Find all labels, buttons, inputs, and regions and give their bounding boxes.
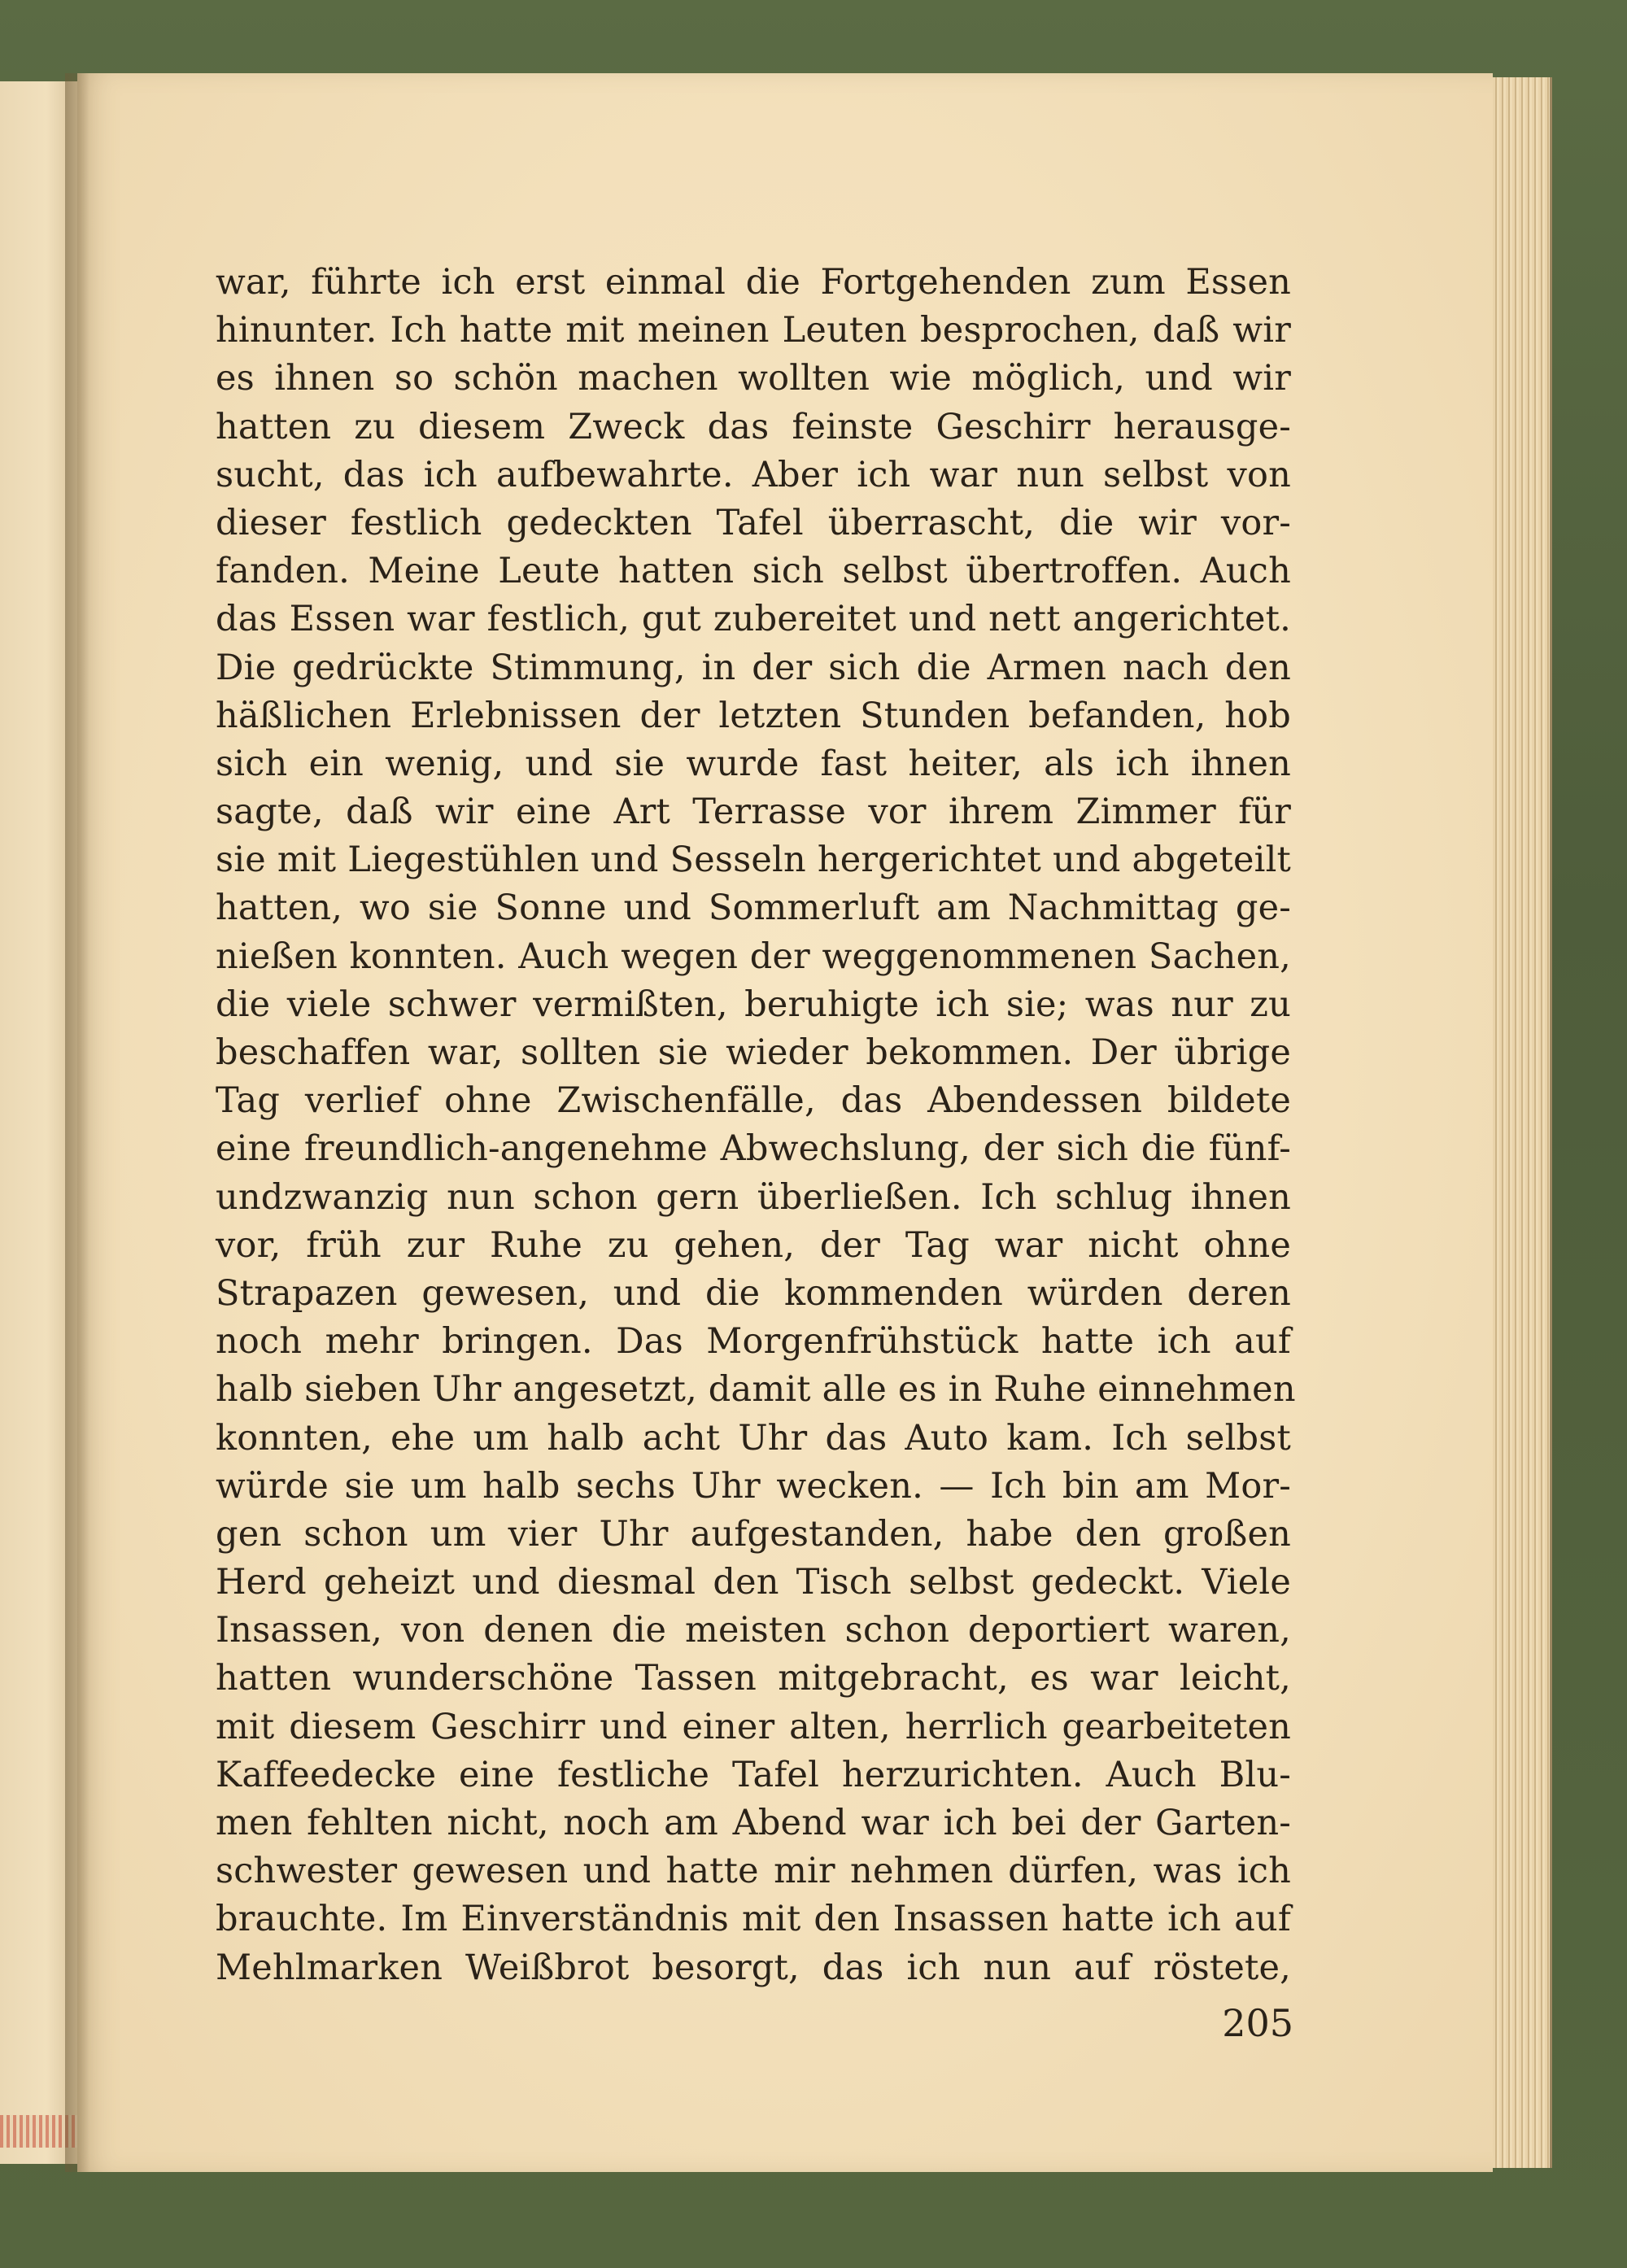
text-line: Herd geheizt und diesmal den Tisch selbst gedeckt. Viele: [216, 1562, 1291, 1603]
text-line: undzwanzig nun schon gern überließen. Ich schlug ihnen: [216, 1176, 1291, 1218]
text-line: nießen konnten. Auch wegen der weggenommenen Sachen,: [216, 936, 1291, 977]
text-line: gen schon um vier Uhr aufgestanden, habe den großen: [216, 1513, 1291, 1555]
text-line: Mehlmarken Weißbrot besorgt, das ich nun auf röstete,: [216, 1947, 1291, 1988]
text-line: Die gedrückte Stimmung, in der sich die Armen nach den: [216, 647, 1291, 688]
text-line: sie mit Liegestühlen und Sesseln hergerichtet und abgeteilt: [216, 840, 1291, 881]
text-line: mit diesem Geschirr und einer alten, herrlich gearbeiteten: [216, 1706, 1291, 1747]
text-line: Tag verlief ohne Zwischenfälle, das Abendessen bildete: [216, 1080, 1291, 1122]
text-line: hatten wunderschöne Tassen mitgebracht, es war leicht,: [216, 1658, 1291, 1699]
text-line: noch mehr bringen. Das Morgenfrühstück hatte ich auf: [216, 1321, 1291, 1363]
text-line: sich ein wenig, und sie wurde fast heiter, als ich ihnen: [216, 743, 1291, 784]
text-line: Kaffeedecke eine festliche Tafel herzurichten. Auch Blu-: [216, 1754, 1291, 1795]
body-text: [216, 259, 1296, 1992]
text-line: Insassen, von denen die meisten schon deportiert waren,: [216, 1610, 1291, 1651]
text-line: hatten zu diesem Zweck das feinste Geschirr herausge-: [216, 406, 1291, 447]
text-line: es ihnen so schön machen wollten wie möglich, und wir: [216, 358, 1291, 399]
text-line: dieser festlich gedeckten Tafel überrascht, die wir vor-: [216, 502, 1291, 543]
text-line: hatten, wo sie Sonne und Sommerluft am Nachmittag ge-: [216, 888, 1291, 929]
text-line: beschaffen war, sollten sie wieder bekommen. Der übrige: [216, 1032, 1291, 1073]
text-line: halb sieben Uhr angesetzt, damit alle es in Ruhe einnehmen: [216, 1369, 1296, 1411]
text-line: häßlichen Erlebnissen der letzten Stunden befanden, hob: [216, 695, 1291, 736]
text-line: sagte, daß wir eine Art Terrasse vor ihrem Zimmer für: [216, 792, 1291, 833]
text-line: die viele schwer vermißten, beruhigte ich sie; was nur zu: [216, 984, 1291, 1025]
text-line: fanden. Meine Leute hatten sich selbst übertroffen. Auch: [216, 551, 1291, 592]
text-line: vor, früh zur Ruhe zu gehen, der Tag war nicht ohne: [216, 1224, 1291, 1266]
text-line: würde sie um halb sechs Uhr wecken. — Ich bin am Mor-: [216, 1465, 1291, 1507]
text-line: war, führte ich erst einmal die Fortgehenden zum Essen: [216, 262, 1291, 303]
page-stack-edges: [1493, 77, 1552, 2168]
spine-shadow: [65, 73, 89, 2172]
text-line: hinunter. Ich hatte mit meinen Leuten besprochen, daß wir: [216, 310, 1291, 351]
text-line: sucht, das ich aufbewahrte. Aber ich war nun selbst von: [216, 454, 1291, 495]
text-line: Strapazen gewesen, und die kommenden würden deren: [216, 1272, 1291, 1314]
text-line: brauchte. Im Einverständnis mit den Insassen hatte ich auf: [216, 1899, 1291, 1940]
text-line: schwester gewesen und hatte mir nehmen dürfen, was ich: [216, 1851, 1291, 1892]
text-line: eine freundlich-angenehme Abwechslung, der sich die fünf-: [216, 1128, 1291, 1170]
text-line: das Essen war festlich, gut zubereitet und nett angerichtet.: [216, 599, 1291, 640]
text-line: men fehlten nicht, noch am Abend war ich bei der Garten-: [216, 1803, 1291, 1843]
text-line: konnten, ehe um halb acht Uhr das Auto kam. Ich selbst: [216, 1417, 1291, 1459]
page-number: 205: [1222, 2001, 1293, 2045]
